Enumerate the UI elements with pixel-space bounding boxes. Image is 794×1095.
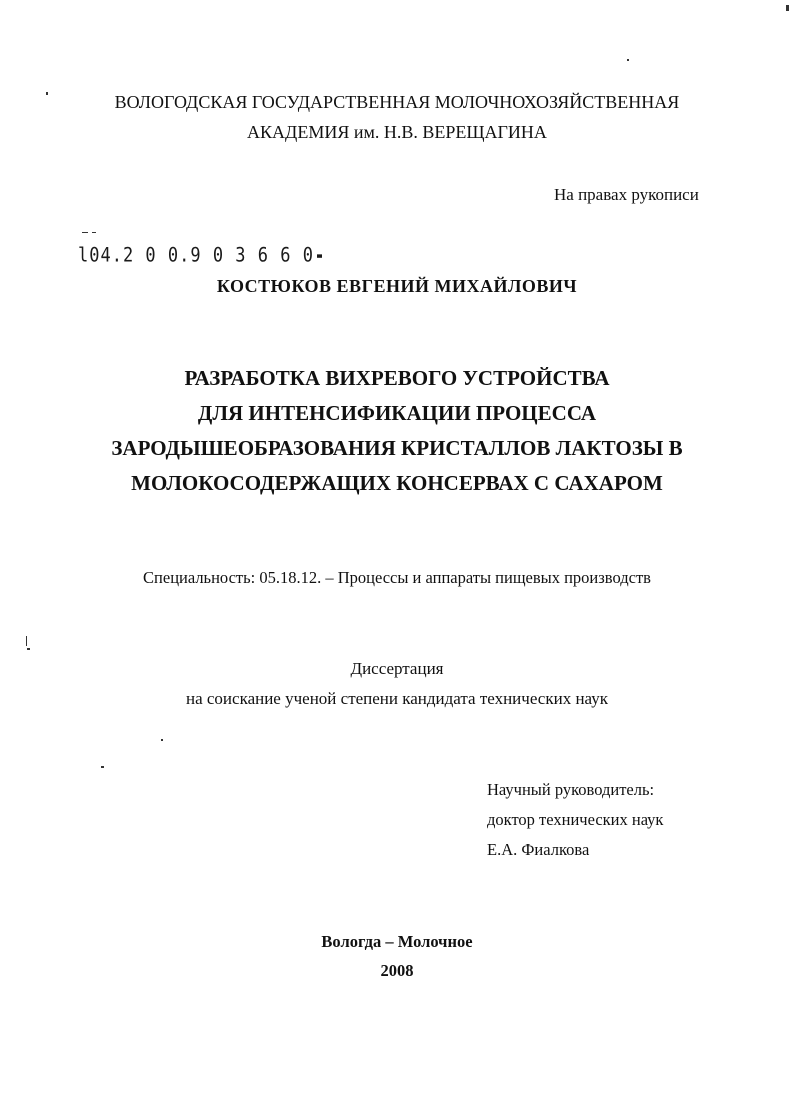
institution-line-2: АКАДЕМИЯ им. Н.В. ВЕРЕЩАГИНА: [247, 122, 547, 142]
dissertation-label: Диссертация: [350, 659, 444, 678]
author-name: КОСТЮКОВ ЕВГЕНИЙ МИХАЙЛОВИЧ: [216, 276, 578, 296]
manuscript-note: На правах рукописи: [554, 185, 699, 204]
supervisor-label: Научный руководитель:: [487, 780, 655, 799]
scan-speck: [46, 92, 48, 95]
scan-speck: [101, 766, 104, 768]
scan-speck: [786, 5, 789, 11]
title-line-1: РАЗРАБОТКА ВИХРЕВОГО УСТРОЙСТВА: [184, 366, 610, 390]
year-line: 2008: [380, 961, 414, 980]
institution-line-1: ВОЛОГОДСКАЯ ГОСУДАРСТВЕННАЯ МОЛОЧНОХОЗЯЙСТВЕННАЯ: [114, 92, 680, 112]
scan-speck: [26, 636, 27, 646]
scan-speck: [627, 59, 629, 61]
supervisor-name: Е.А. Фиалкова: [487, 840, 590, 859]
title-line-4: МОЛОКОСОДЕРЖАЩИХ КОНСЕРВАХ С САХАРОМ: [131, 471, 663, 495]
title-line-2: ДЛЯ ИНТЕНСИФИКАЦИИ ПРОЦЕССА: [197, 401, 597, 425]
scan-speck: [27, 648, 30, 650]
scan-speck: [82, 232, 88, 233]
scan-speck: [92, 232, 96, 233]
catalog-stamp: [78, 244, 322, 267]
dissertation-purpose: на соискание ученой степени кандидата технических наук: [185, 689, 608, 708]
title-line-3: ЗАРОДЫШЕОБРАЗОВАНИЯ КРИСТАЛЛОВ ЛАКТОЗЫ В: [111, 436, 683, 460]
city-line: Вологда – Молочное: [321, 932, 473, 951]
specialty-line: Специальность: 05.18.12. – Процессы и аппараты пищевых производств: [143, 568, 651, 587]
catalog-stamp-number: l04.2 0 0.9 0 3 6 6 0: [78, 244, 314, 267]
stamp-mark-icon: [317, 254, 322, 257]
scan-speck: [161, 739, 163, 741]
supervisor-degree: доктор технических наук: [487, 810, 664, 829]
